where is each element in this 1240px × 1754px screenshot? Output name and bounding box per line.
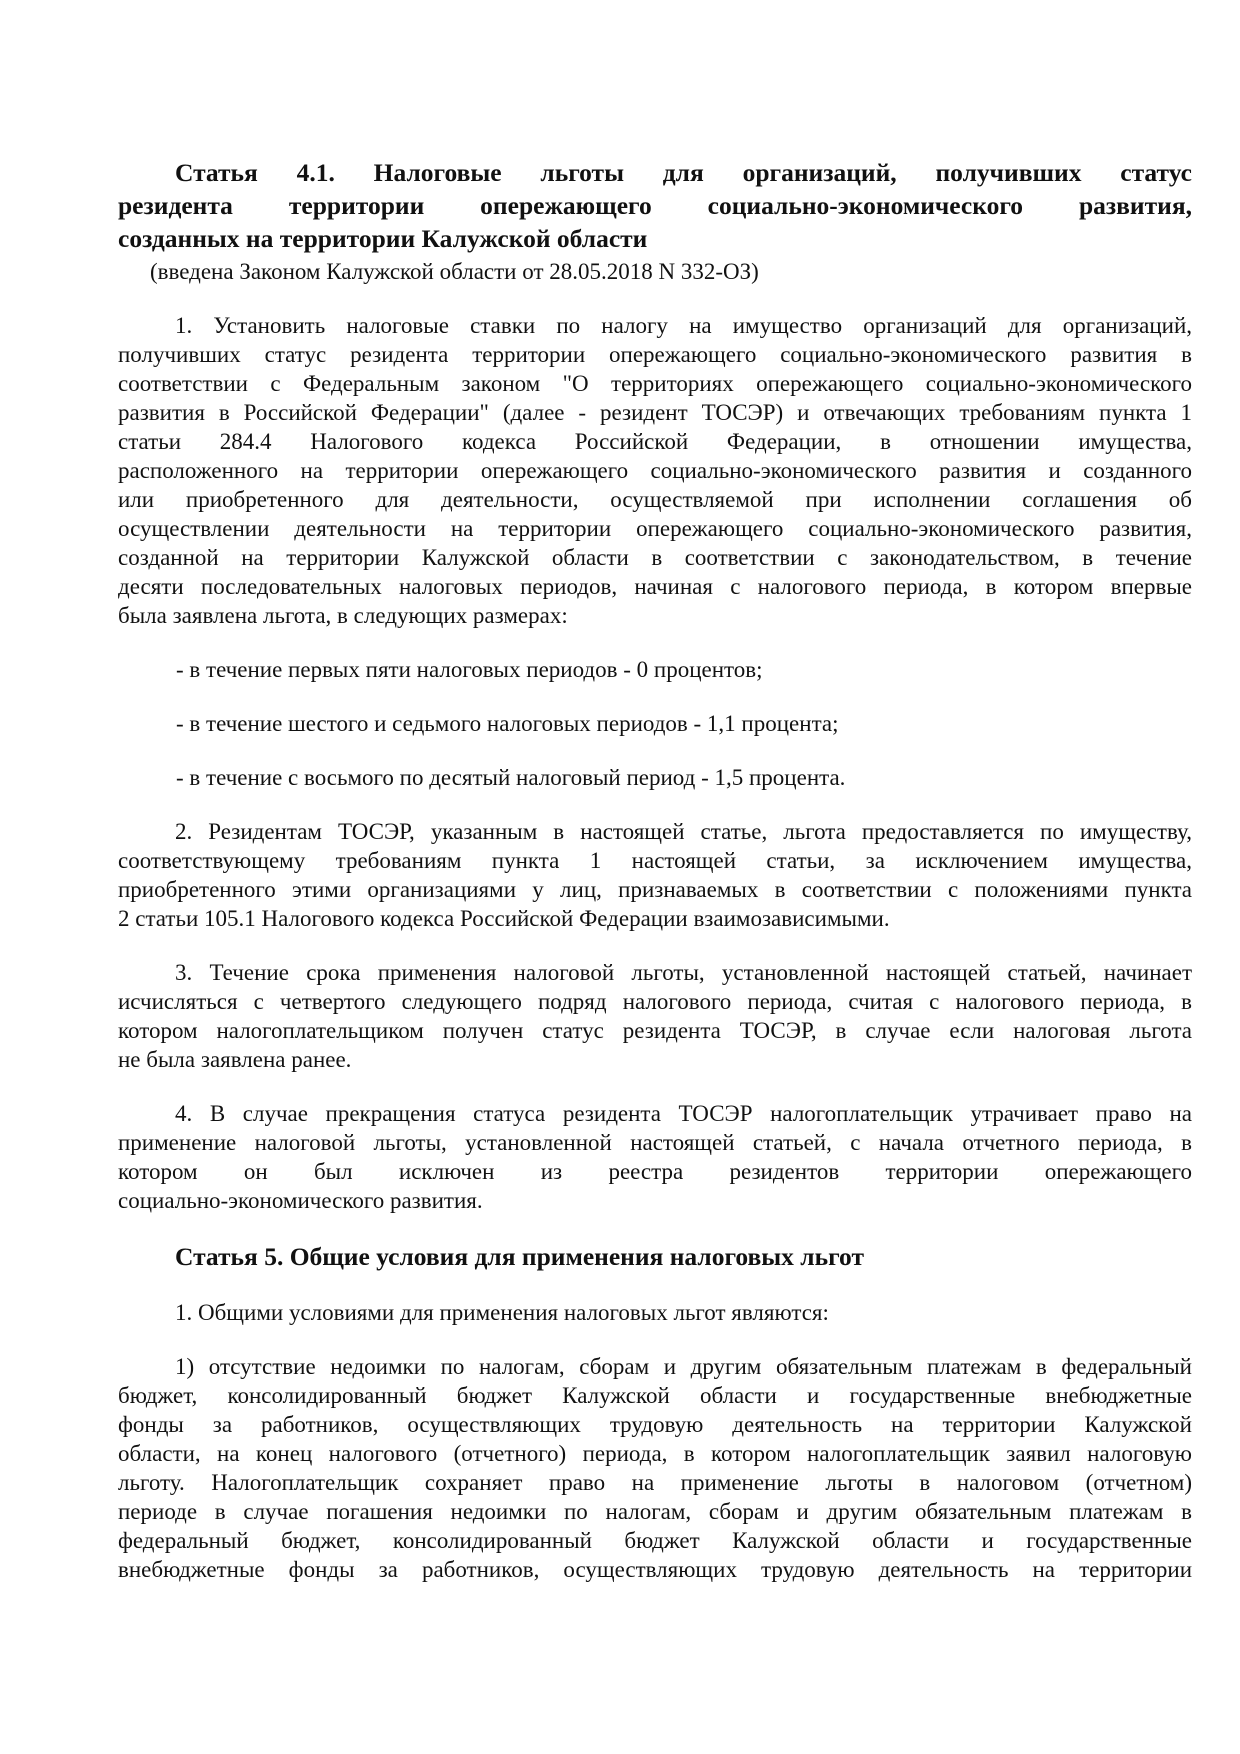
text-line: бюджет, консолидированный бюджет Калужской области и государственные внебюджетные	[118, 1383, 1192, 1408]
amendment-note	[118, 257, 1192, 286]
article-5-paragraph-1	[118, 1298, 1192, 1327]
text-line: применение налоговой льготы, установленной настоящей статьей, с начала отчетного периода, в	[118, 1130, 1192, 1155]
text-line: фонды за работников, осуществляющих трудовую деятельность на территории Калужской	[118, 1412, 1192, 1437]
text-line: 3. Течение срока применения налоговой льготы, установленной настоящей статьей, начинает	[175, 960, 1192, 985]
text-line: или приобретенного для деятельности, осуществляемой при исполнении соглашения об	[118, 487, 1192, 512]
text-line: не была заявлена ранее.	[118, 1047, 352, 1072]
text-line: была заявлена льгота, в следующих размерах:	[118, 603, 568, 628]
text-line: созданных на территории Калужской области	[118, 224, 648, 253]
text-line: созданной на территории Калужской области в соответствии с законодательством, в течение	[118, 545, 1192, 570]
article-4-1-paragraph-4	[118, 1099, 1192, 1215]
text-line: статьи 284.4 Налогового кодекса Российской Федерации, в отношении имущества,	[118, 429, 1192, 454]
text-line: исчисляться с четвертого следующего подряд налогового периода, считая с налогового периода, в	[118, 989, 1192, 1014]
article-4-1-paragraph-3	[118, 958, 1192, 1074]
text-line: расположенного на территории опережающего социально-экономического развития и созданного	[118, 458, 1192, 483]
article-4-1-heading	[118, 156, 1192, 255]
text-line: соответствующему требованиям пункта 1 настоящей статьи, за исключением имущества,	[118, 848, 1192, 873]
text-line: осуществлении деятельности на территории опережающего социально-экономического развития,	[118, 516, 1192, 541]
text-line: 2. Резидентам ТОСЭР, указанным в настоящей статье, льгота предоставляется по имуществу,	[175, 819, 1192, 844]
text-line: 1. Установить налоговые ставки по налогу на имущество организаций для организаций,	[175, 313, 1192, 338]
text-line: области, на конец налогового (отчетного) периода, в котором налогоплательщик заявил налоговую	[118, 1441, 1192, 1466]
text-line: - в течение с восьмого по десятый налоговый период - 1,5 процента.	[176, 765, 846, 790]
text-line: Статья 5. Общие условия для применения налоговых льгот	[175, 1242, 864, 1271]
text-line: 1) отсутствие недоимки по налогам, сборам и другим обязательным платежам в федеральный	[175, 1354, 1192, 1379]
text-line: периоде в случае погашения недоимки по налогам, сборам и другим обязательным платежам в	[118, 1499, 1192, 1524]
text-line: льготу. Налогоплательщик сохраняет право на применение льготы в налоговом (отчетном)	[118, 1470, 1192, 1495]
article-4-1-paragraph-1	[118, 311, 1192, 630]
text-line: развития в Российской Федерации" (далее - резидент ТОСЭР) и отвечающих требованиям пункта 1	[118, 400, 1192, 425]
text-line: приобретенного этими организациями у лиц, признаваемых в соответствии с положениями пункта	[118, 877, 1192, 902]
text-line: 4. В случае прекращения статуса резидента ТОСЭР налогоплательщик утрачивает право на	[175, 1101, 1192, 1126]
article-5-condition-1	[118, 1352, 1192, 1584]
article-5-heading	[118, 1240, 1192, 1273]
text-line: котором он был исключен из реестра резидентов территории опережающего	[118, 1159, 1192, 1184]
rate-item-3	[118, 763, 1192, 792]
text-line: социально-экономического развития.	[118, 1188, 483, 1213]
text-line: - в течение шестого и седьмого налоговых периодов - 1,1 процента;	[176, 711, 839, 736]
rate-item-1	[118, 655, 1192, 684]
article-4-1-paragraph-2	[118, 817, 1192, 933]
text-line: 2 статьи 105.1 Налогового кодекса Российской Федерации взаимозависимыми.	[118, 906, 890, 931]
text-line: внебюджетные фонды за работников, осуществляющих трудовую деятельность на территории	[118, 1557, 1192, 1582]
document-page	[118, 156, 1192, 1584]
rate-item-2	[118, 709, 1192, 738]
text-line: (введена Законом Калужской области от 28.05.2018 N 332-ОЗ)	[150, 259, 759, 284]
text-line: 1. Общими условиями для применения налоговых льгот являются:	[175, 1300, 829, 1325]
text-line: федеральный бюджет, консолидированный бюджет Калужской области и государственные	[118, 1528, 1192, 1553]
text-line: - в течение первых пяти налоговых периодов - 0 процентов;	[176, 657, 763, 682]
text-line: Статья 4.1. Налоговые льготы для организаций, получивших статус	[175, 158, 1192, 187]
text-line: соответствии с Федеральным законом "О территориях опережающего социально-экономического	[118, 371, 1192, 396]
text-line: резидента территории опережающего социально-экономического развития,	[118, 191, 1192, 220]
text-line: получивших статус резидента территории опережающего социально-экономического развития в	[118, 342, 1192, 367]
text-line: котором налогоплательщиком получен статус резидента ТОСЭР, в случае если налоговая льгота	[118, 1018, 1192, 1043]
text-line: десяти последовательных налоговых периодов, начиная с налогового периода, в котором впервые	[118, 574, 1192, 599]
